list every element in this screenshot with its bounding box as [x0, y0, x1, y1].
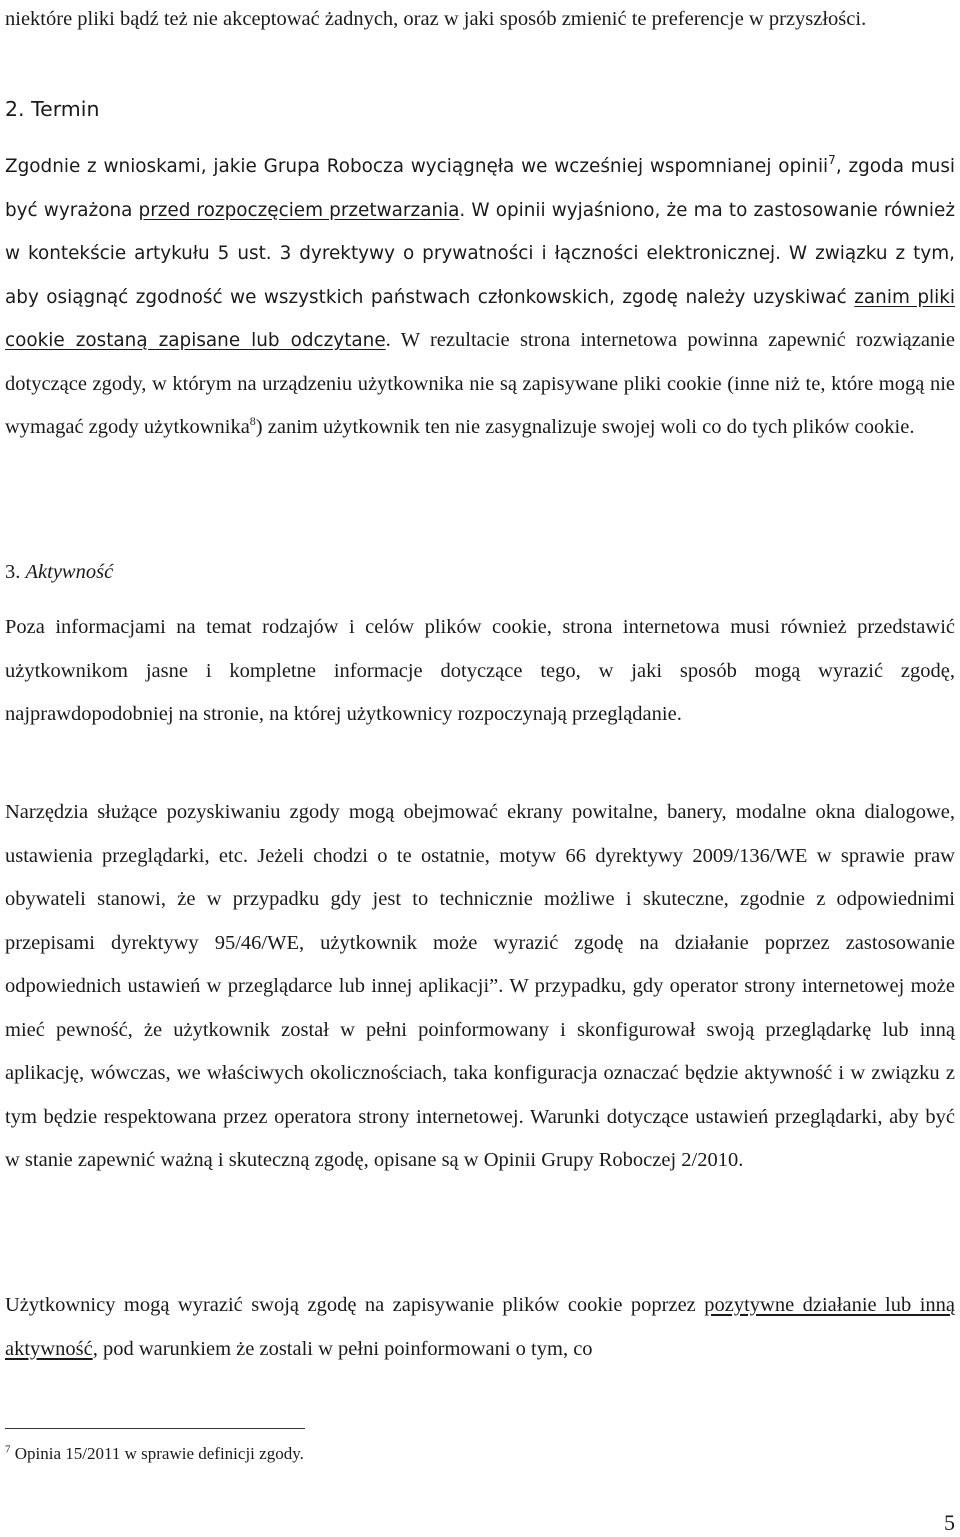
footnote-number: 7	[5, 1443, 11, 1456]
section-3-paragraph-1: Poza informacjami na temat rodzajów i celów plików cookie, strona internetowa musi również przedstawić użytkownikom jasne i kompletne informacje dotyczące tego, w jaki sposób mogą wyrazić zgodę, najprawdopodobniej na stronie, na której użytkownicy rozpoczynają przeglądanie.	[5, 616, 955, 725]
section-2-underlined-before-cookies: zanim pliki cookie zostaną zapisane lub odczytane	[5, 286, 955, 351]
section-3-number: 3.	[5, 561, 26, 583]
section-2-underlined-before-processing: przed rozpoczęciem przetwarzania	[138, 199, 460, 221]
section-2-text-e: ) zanim użytkownik ten nie zasygnalizuje swojej woli co do tych plików cookie.	[255, 416, 915, 438]
footnote-separator	[5, 1428, 305, 1429]
section-3-title: Aktywność	[25, 561, 114, 583]
section-2-text-b: , zgoda musi być wyrażona	[5, 156, 956, 221]
section-heading-2: 2. Termin	[5, 97, 100, 121]
section-3-p3-text-a: Użytkownicy mogą wyrazić swoją zgodę na zapisywanie plików cookie poprzez	[5, 1294, 705, 1316]
section-3-p3-text-b: , pod warunkiem że zostali w pełni poinformowani o tym, co	[92, 1337, 593, 1360]
section-2-text-a: Zgodnie z wnioskami, jakie Grupa Robocza wyciągnęła we wcześniej wspomnianej opinii	[5, 156, 829, 177]
section-heading-3	[5, 557, 113, 587]
section-3-p3-underlined: pozytywne działanie lub inną aktywność	[5, 1294, 955, 1360]
section-2-paragraph	[5, 145, 955, 450]
section-2-text-d: . W rezultacie strona internetowa powinna zapewnić rozwiązanie dotyczące zgody, w którym na urządzeniu użytkownika nie są zapisywane pliki cookie (inne niż te, które mogą nie wymagać zgody użytkownika	[5, 329, 955, 438]
footnote-ref-8: 8	[249, 414, 256, 429]
section-3-paragraph-3	[5, 1284, 955, 1371]
continuation-text: niektóre pliki bądź też nie akceptować żadnych, oraz w jaki sposób zmienić te preferencje w przyszłości.	[5, 8, 867, 30]
continuation-paragraph	[5, 0, 955, 42]
section-2-text-c: . W opinii wyjaśniono, że ma to zastosowanie również w kontekście artykułu 5 ust. 3 dyrektywy o prywatności i łączności elektronicznej. W związku z tym, aby osiągnąć zgodność we wszystkich państwach członkowskich, zgodę należy uzyskiwać	[5, 199, 955, 308]
footnote-7	[5, 1440, 304, 1468]
page-number: 5	[944, 1510, 955, 1535]
footnote-text: Opinia 15/2011 w sprawie definicji zgody.	[10, 1444, 304, 1463]
footnote-ref-7: 7	[828, 153, 836, 168]
section-3-paragraph-2: Narzędzia służące pozyskiwaniu zgody mogą obejmować ekrany powitalne, banery, modalne okna dialogowe, ustawienia przeglądarki, etc. Jeżeli chodzi o te ostatnie, motyw 66 dyrektywy 2009/136/WE w sprawie praw obywateli stanowi, że w przypadku gdy jest to technicznie możliwe i skuteczne, zgodnie z odpowiednimi przepisami dyrektywy 95/46/WE, użytkownik może wyrazić zgodę na działanie poprzez zastosowanie odpowiednich ustawień w przeglądarce lub innej aplikacji”. W przypadku, gdy operator strony internetowej może mieć pewność, że użytkownik został w pełni poinformowany i skonfigurował swoją przeglądarkę lub inną aplikację, wówczas, we właściwych okolicznościach, taka konfiguracja oznaczać będzie aktywność i w związku z tym będzie respektowana przez operatora strony internetowej. Warunki dotyczące ustawień przeglądarki, aby być w stanie zapewnić ważną i skuteczną zgodę, opisane są w Opinii Grupy Roboczej 2/2010.	[5, 801, 955, 1171]
